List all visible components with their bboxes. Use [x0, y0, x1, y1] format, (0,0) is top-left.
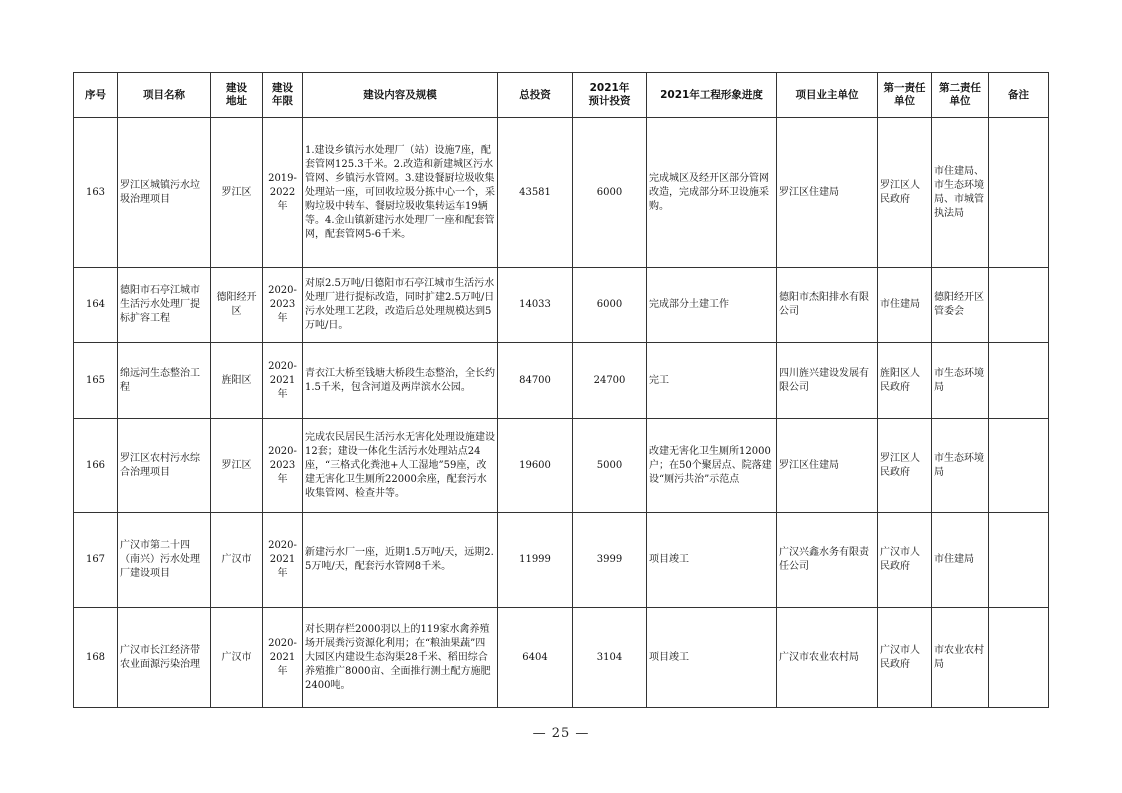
cell-owner: 罗江区住建局 — [777, 118, 878, 268]
cell-second: 市农业农村局 — [932, 608, 989, 708]
header-second: 第二责任 单位 — [932, 73, 989, 118]
header-period: 建设 年限 — [263, 73, 303, 118]
cell-progress: 完成部分土建工作 — [647, 268, 777, 343]
cell-seq: 166 — [74, 419, 118, 513]
cell-progress: 完工 — [647, 343, 777, 419]
cell-owner: 罗江区住建局 — [777, 419, 878, 513]
cell-progress: 项目竣工 — [647, 513, 777, 608]
cell-content: 完成农民居民生活污水无害化处理设施建设12套；建设一体化生活污水处理站点24座，“三格式化粪池+人工湿地”59座，改建无害化卫生厕所22000余座，配套污水收集管网、检查井等。 — [303, 419, 498, 513]
cell-period: 2019-2022年 — [263, 118, 303, 268]
cell-owner: 德阳市杰阳排水有限公司 — [777, 268, 878, 343]
cell-name: 罗江区农村污水综合治理项目 — [118, 419, 211, 513]
cell-first: 罗江区人民政府 — [878, 118, 932, 268]
cell-name: 罗江区城镇污水垃圾治理项目 — [118, 118, 211, 268]
cell-owner: 广汉市农业农村局 — [777, 608, 878, 708]
cell-progress: 改建无害化卫生厕所12000户；在50个聚居点、院落建设“厕污共治”示范点 — [647, 419, 777, 513]
cell-period: 2020-2021年 — [263, 343, 303, 419]
cell-location: 广汉市 — [211, 608, 263, 708]
header-content: 建设内容及规模 — [303, 73, 498, 118]
table-row — [74, 268, 1049, 343]
cell-total: 19600 — [498, 419, 573, 513]
header-remark: 备注 — [989, 73, 1049, 118]
cell-name: 德阳市石亭江城市生活污水处理厂提标扩容工程 — [118, 268, 211, 343]
cell-period: 2020-2021年 — [263, 608, 303, 708]
cell-seq: 168 — [74, 608, 118, 708]
header-total: 总投资 — [498, 73, 573, 118]
cell-total: 14033 — [498, 268, 573, 343]
cell-content: 青衣江大桥至钱塘大桥段生态整治，全长约1.5千米，包含河道及两岸滨水公园。 — [303, 343, 498, 419]
cell-planned: 3104 — [573, 608, 647, 708]
cell-remark — [989, 343, 1049, 419]
cell-location: 广汉市 — [211, 513, 263, 608]
cell-name: 广汉市长江经济带农业面源污染治理 — [118, 608, 211, 708]
cell-content: 对原2.5万吨/日德阳市石亭江城市生活污水处理厂进行提标改造，同时扩建2.5万吨/日污水处理工艺段，改造后总处理规模达到5万吨/日。 — [303, 268, 498, 343]
cell-total: 6404 — [498, 608, 573, 708]
cell-second: 德阳经开区管委会 — [932, 268, 989, 343]
cell-content: 1.建设乡镇污水处理厂（站）设施7座，配套管网125.3千米。2.改造和新建城区污水管网、乡镇污水管网。3.建设餐厨垃圾收集处理站一座，可回收垃圾分拣中心一个，采购垃圾中转车、餐厨垃圾收集转运车19辆等。4.金山镇新建污水处理厂一座和配套管网，配套管网5-6千米。 — [303, 118, 498, 268]
cell-progress: 完成城区及经开区部分管网改造，完成部分环卫设施采购。 — [647, 118, 777, 268]
page-number: — 25 — — [532, 726, 590, 741]
table-row — [74, 513, 1049, 608]
table-row — [74, 608, 1049, 708]
cell-second: 市住建局 — [932, 513, 989, 608]
header-owner: 项目业主单位 — [777, 73, 878, 118]
cell-seq: 165 — [74, 343, 118, 419]
table-row — [74, 343, 1049, 419]
cell-planned: 24700 — [573, 343, 647, 419]
cell-content: 新建污水厂一座，近期1.5万吨/天，远期2.5万吨/天，配套污水管网8千米。 — [303, 513, 498, 608]
cell-seq: 167 — [74, 513, 118, 608]
cell-second: 市生态环境局 — [932, 343, 989, 419]
cell-owner: 四川旌兴建设发展有限公司 — [777, 343, 878, 419]
project-table — [73, 72, 1049, 708]
cell-remark — [989, 268, 1049, 343]
table-row — [74, 419, 1049, 513]
cell-location: 德阳经开区 — [211, 268, 263, 343]
cell-location: 旌阳区 — [211, 343, 263, 419]
cell-owner: 广汉兴鑫水务有限责任公司 — [777, 513, 878, 608]
cell-period: 2020-2021年 — [263, 513, 303, 608]
cell-total: 43581 — [498, 118, 573, 268]
table-body — [74, 118, 1049, 708]
header-first: 第一责任 单位 — [878, 73, 932, 118]
cell-remark — [989, 419, 1049, 513]
cell-seq: 164 — [74, 268, 118, 343]
table-header — [74, 73, 1049, 118]
cell-first: 广汉市人民政府 — [878, 608, 932, 708]
cell-total: 84700 — [498, 343, 573, 419]
cell-period: 2020-2023年 — [263, 419, 303, 513]
cell-first: 市住建局 — [878, 268, 932, 343]
cell-name: 广汉市第二十四（南兴）污水处理厂建设项目 — [118, 513, 211, 608]
header-progress: 2021年工程形象进度 — [647, 73, 777, 118]
header-name: 项目名称 — [118, 73, 211, 118]
cell-planned: 6000 — [573, 268, 647, 343]
cell-first: 旌阳区人民政府 — [878, 343, 932, 419]
header-location: 建设 地址 — [211, 73, 263, 118]
cell-location: 罗江区 — [211, 118, 263, 268]
cell-second: 市生态环境局 — [932, 419, 989, 513]
cell-name: 绵远河生态整治工程 — [118, 343, 211, 419]
table-row — [74, 118, 1049, 268]
cell-first: 罗江区人民政府 — [878, 419, 932, 513]
cell-period: 2020-2023年 — [263, 268, 303, 343]
cell-planned: 6000 — [573, 118, 647, 268]
cell-remark — [989, 608, 1049, 708]
cell-planned: 5000 — [573, 419, 647, 513]
cell-first: 广汉市人民政府 — [878, 513, 932, 608]
header-planned: 2021年 预计投资 — [573, 73, 647, 118]
cell-location: 罗江区 — [211, 419, 263, 513]
cell-remark — [989, 513, 1049, 608]
cell-content: 对长期存栏2000羽以上的119家水禽养殖场开展粪污资源化利用；在“粮油果蔬”四大园区内建设生态沟渠28千米、稻田综合养殖推广8000亩、全面推行测土配方施肥2400吨。 — [303, 608, 498, 708]
cell-second: 市住建局、市生态环境局、市城管执法局 — [932, 118, 989, 268]
cell-planned: 3999 — [573, 513, 647, 608]
cell-total: 11999 — [498, 513, 573, 608]
cell-seq: 163 — [74, 118, 118, 268]
header-seq: 序号 — [74, 73, 118, 118]
header-row — [74, 73, 1049, 118]
cell-remark — [989, 118, 1049, 268]
cell-progress: 项目竣工 — [647, 608, 777, 708]
